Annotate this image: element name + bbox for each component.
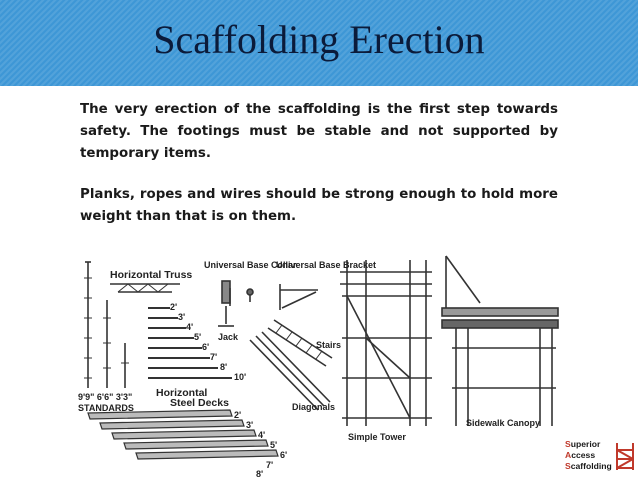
size-label: 5'	[194, 332, 202, 342]
deck-size-label: 4'	[258, 430, 266, 440]
logo-word-scaffolding: caffolding	[570, 461, 612, 471]
size-label: 8'	[220, 362, 228, 372]
label-simple-tower: Simple Tower	[348, 432, 406, 442]
logo-word-access: ccess	[571, 450, 596, 460]
scaffolding-components-illustration	[70, 248, 570, 479]
logo-word-superior: uperior	[570, 439, 601, 449]
size-label: 2'	[170, 302, 178, 312]
size-label: 4'	[186, 322, 194, 332]
size-label: 7'	[210, 352, 218, 362]
label-universal-base-collar: Universal Base Collar	[204, 260, 297, 270]
title-banner	[0, 0, 638, 86]
base-collar-illustration	[218, 281, 234, 326]
size-label: 3'	[178, 312, 186, 322]
deck-size-label: 5'	[270, 440, 278, 450]
logo-wordmark	[565, 439, 612, 472]
label-stairs: Stairs	[316, 340, 342, 350]
slide-body	[80, 99, 558, 247]
label-standards: STANDARDS	[78, 403, 134, 413]
deck-size-label: 7'	[266, 460, 274, 470]
label-sidewalk-canopy: Sidewalk Canopy	[466, 418, 541, 428]
deck-size-label: 2'	[234, 410, 242, 420]
deck-size-label: 8'	[256, 469, 264, 479]
logo-cap-a: A	[565, 450, 572, 460]
size-label: 6'	[202, 342, 210, 352]
label-jack: Jack	[218, 332, 239, 342]
horizontal-size-labels	[170, 302, 246, 382]
label-steel-decks: Steel Decks	[170, 397, 229, 409]
steel-decks-illustration	[88, 410, 278, 459]
label-diagonals: Diagonals	[292, 402, 336, 412]
paragraph-planks: Planks, ropes and wires should be strong enough to hold more weight than that is on them.	[80, 187, 558, 224]
simple-tower-illustration	[340, 260, 432, 426]
logo-cap-s: S	[565, 439, 571, 449]
logo-cap-s2: S	[565, 461, 571, 471]
label-standards-sizes: 9'9" 6'6" 3'3"	[78, 392, 133, 402]
company-logo	[560, 437, 638, 479]
logo-tower-icon	[614, 441, 636, 471]
label-horizontal-truss: Horizontal Truss	[110, 269, 193, 281]
sidewalk-canopy-illustration	[442, 256, 558, 426]
deck-size-label: 3'	[246, 420, 254, 430]
deck-size-label: 6'	[280, 450, 288, 460]
base-bracket-illustration	[247, 284, 318, 310]
paragraph-footings: The very erection of the scaffolding is the first step towards safety. The footings must be stable and not supported by temporary items.	[80, 102, 558, 161]
horizontal-truss-illustration	[110, 284, 180, 292]
slide-title: Scaffolding Erection	[153, 17, 485, 62]
size-label: 10'	[234, 372, 247, 382]
label-horizontal: Horizontal	[156, 387, 208, 399]
label-universal-base-bracket: Universal Base Bracket	[276, 260, 377, 270]
